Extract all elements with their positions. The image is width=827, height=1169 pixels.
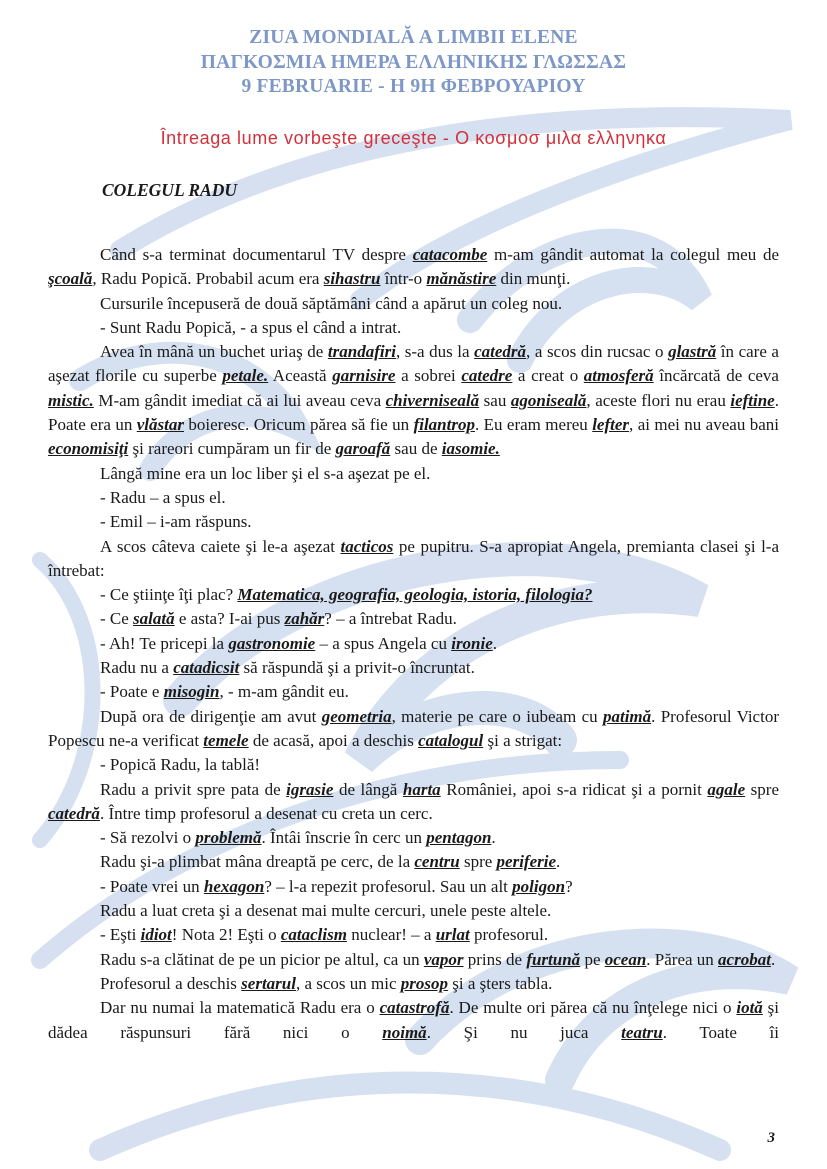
vocabulary-keyword: vapor [423,949,464,969]
paragraph-text: , s-a dus la [395,342,475,362]
story-paragraph [48,535,779,584]
paragraph-text: - Ah! Te pricepi la [100,633,229,653]
paragraph-text: . Eu eram mereu [474,415,593,435]
paragraph-text: spre [745,779,780,799]
vocabulary-keyword: şcoală [48,269,93,289]
paragraph-text: . Profesorul Victor Popescu ne-a verificat [48,706,779,750]
paragraph-text: - Eşti [100,925,141,945]
paragraph-text: Avea în mână un buchet uriaş de [100,342,328,362]
paragraph-text: , - m-am gândit eu. [219,682,349,702]
paragraph-text: Radu nu a [100,658,174,678]
paragraph-text: . [556,852,561,872]
vocabulary-keyword: filantrop [413,415,475,435]
vocabulary-keyword: igrasie [286,779,334,799]
paragraph-text: nuclear! – a [346,925,436,945]
vocabulary-keyword: garnisire [332,366,396,386]
vocabulary-keyword: sihastru [323,269,381,289]
header [0,26,827,100]
paragraph-text: Profesorul a deschis [100,973,242,993]
paragraph-text: . Poate era un [48,390,779,435]
paragraph-text: de acasă, apoi a deschis [248,730,419,750]
story-paragraph [48,607,779,631]
story-paragraph [48,972,779,996]
paragraph-text: profesorul. [469,925,549,945]
story-paragraph [48,680,779,704]
vocabulary-keyword: iotă [736,998,763,1018]
vocabulary-keyword: idiot [140,925,172,945]
vocabulary-keyword: periferie [496,852,557,872]
story-paragraph [48,923,779,947]
paragraph-text: şi rareori cumpăram un fir de [128,439,336,459]
paragraph-text: într-o [380,269,427,289]
header-title-romanian: ZIUA MONDIALĂ A LIMBII ELENE [249,27,578,48]
paragraph-text: - Radu – a spus el. [100,487,226,507]
paragraph-text: din munţi. [496,269,571,289]
vocabulary-keyword: ironie [451,633,493,653]
header-date: 9 FEBRUARIE - Η 9Η ΦΕΒΡΟΥΑΡΙΟΥ [241,76,586,97]
paragraph-text: Când s-a terminat documentarul TV despre [100,245,413,264]
vocabulary-keyword: mistic. [48,390,94,410]
vocabulary-keyword: poligon [512,876,566,896]
story-paragraph [48,948,779,972]
vocabulary-keyword: agoniseală [510,390,587,410]
vocabulary-keyword: furtună [526,949,581,969]
story-paragraph [48,462,779,486]
paragraph-text: , ai mei nu aveau bani [629,415,779,435]
vocabulary-keyword: trandafiri [327,342,396,362]
header-title-greek: ΠΑΓΚΟΣΜΙΑ ΗΜΕΡΑ ΕΛΛΗΝΙΚΗΣ ΓΛΩΣΣΑΣ [200,51,627,73]
paragraph-text: După ora de dirigenţie am avut [100,706,322,726]
vocabulary-keyword: acrobat [718,949,771,969]
vocabulary-keyword: catalogul [418,730,484,750]
paragraph-text: Radu s-a clătinat de pe un picior pe altul, ca un [100,949,424,969]
vocabulary-keyword: chiverniseală [385,390,480,410]
story-paragraph [48,875,779,899]
paragraph-text: - Ce ştiinţe îţi plac? [100,585,238,605]
story-paragraph [48,996,779,1045]
paragraph-text: , a scos din rucsac o [526,342,669,362]
story-paragraph [48,778,779,827]
vocabulary-keyword: harta [402,779,441,799]
paragraph-text: - Poate e [100,682,164,702]
vocabulary-keyword: garoafă [335,439,391,459]
paragraph-text: ! Nota 2! Eşti o [171,925,281,945]
vocabulary-keyword: teatru [621,1022,663,1042]
page-number: 3 [767,1130,775,1146]
paragraph-text: pe pupitru. S-a apropiat Angela, premianta clasei şi l-a întrebat: [48,536,779,580]
vocabulary-keyword: urlat [435,925,470,945]
paragraph-text: - Popică Radu, la tablă! [100,755,261,775]
paragraph-text: sau de [390,439,442,459]
paragraph-text: ? – l-a repezit profesorul. Sau un alt [264,876,513,896]
vocabulary-keyword: prosop [400,973,449,993]
story-paragraph [48,632,779,656]
paragraph-text: – a spus Angela cu [315,633,452,653]
vocabulary-keyword: lefter [592,415,630,435]
paragraph-text: Radu a luat creta şi a desenat mai multe cercuri, unele peste altele. [100,901,552,921]
paragraph-text: . Părea un [646,949,719,969]
vocabulary-keyword: iasomie. [441,439,500,459]
paragraph-text: , materie pe care o iubeam cu [391,706,603,726]
paragraph-text: - Să rezolvi o [100,828,196,848]
vocabulary-keyword: tacticos [340,536,394,556]
paragraph-text: boieresc. Oricum părea să fie un [183,415,414,435]
paragraph-text: şi a şters tabla. [448,973,553,993]
vocabulary-keyword: ieftine [730,390,775,410]
paragraph-text: , a scos un mic [295,973,401,993]
vocabulary-keyword: centru [414,852,460,872]
vocabulary-keyword: atmosferă [583,366,654,386]
paragraph-text: României, apoi s-a ridicat şi a pornit [440,779,708,799]
vocabulary-keyword: catastrofă [379,998,450,1018]
vocabulary-keyword: noimă [382,1022,427,1042]
vocabulary-keyword: pentagon [426,828,492,848]
vocabulary-keyword: misogin [163,682,220,702]
paragraph-text: e asta? I-ai pus [174,609,285,629]
story-paragraph [48,583,779,607]
paragraph-text: M-am gândit imediat că ai lui aveau ceva [93,390,386,410]
paragraph-text: Lângă mine era un loc liber şi el s-a aşezat pe el. [100,463,431,483]
paragraph-text: Radu a privit spre pata de [100,779,287,799]
paragraph-text: pe [580,949,605,969]
vocabulary-keyword: sertarul [241,973,296,993]
paragraph-text: şi dădea răspunsuri fără nici o [48,998,780,1042]
paragraph-text: . Între timp profesorul a desenat cu creta un cerc. [99,803,433,823]
story-paragraph [48,292,779,316]
vocabulary-keyword: salată [133,609,175,629]
vocabulary-keyword: zahăr [284,609,325,629]
story-paragraph [48,243,779,292]
paragraph-text: . [770,949,776,969]
vocabulary-keyword: problemă [195,828,262,848]
paragraph-text: încărcată de ceva [653,366,779,386]
paragraph-text: . De multe ori părea că nu înţelege nici o [449,998,737,1018]
paragraph-text: . Întâi înscrie în cerc un [261,828,427,848]
story-paragraph [48,826,779,850]
paragraph-text: de lângă [333,779,403,799]
wave-bottom [100,1083,720,1151]
story-paragraph [48,899,779,923]
story-title: COLEGUL RADU [102,180,237,200]
paragraph-text: Dar nu numai la matematică Radu era o [100,998,380,1018]
story-paragraph [48,486,779,510]
vocabulary-keyword: ocean [604,949,647,969]
vocabulary-keyword: glastră [668,342,717,362]
paragraph-text: - Sunt Radu Popică, - a spus el când a intrat. [100,317,402,337]
story-paragraph [48,850,779,874]
vocabulary-keyword: hexagon [203,876,265,896]
vocabulary-keyword: catacombe [412,245,488,264]
vocabulary-keyword: gastronomie [228,633,316,653]
paragraph-text: m-am gândit automat la colegul meu de [487,245,779,264]
paragraph-text: spre [459,852,497,872]
story-body [48,243,779,1045]
paragraph-text: - Poate vrei un [100,876,204,896]
story-paragraph [48,340,779,461]
vocabulary-keyword: Matematica, geografia, geologia, istoria, filologia? [237,585,593,605]
header-motto: Întreaga lume vorbeşte greceşte - Ο κοσμοσ μιλα ελληνηκα [160,128,667,148]
paragraph-text: ? – a întrebat Radu. [324,609,457,629]
vocabulary-keyword: economisiţi [48,439,129,459]
story-paragraph [48,656,779,680]
paragraph-text: Cursurile începuseră de două săptămâni când a apărut un coleg nou. [100,293,563,313]
story-paragraph [48,753,779,777]
paragraph-text: . Toate îi [662,1022,779,1042]
vocabulary-keyword: temele [203,730,249,750]
paragraph-text: a sobrei [395,366,462,386]
story-paragraph [48,316,779,340]
vocabulary-keyword: patimă [602,706,652,726]
paragraph-text: - Emil – i-am răspuns. [100,512,252,532]
paragraph-text: în care a aşezat florile cu superbe [48,342,779,386]
vocabulary-keyword: vlăstar [136,415,184,435]
paragraph-text: prins de [463,949,527,969]
paragraph-text: să răspundă şi a privit-o încruntat. [239,658,475,678]
story-paragraph [48,510,779,534]
paragraph-text: - Ce [100,609,134,629]
vocabulary-keyword: catedre [461,366,513,386]
paragraph-text: . [491,828,496,848]
paragraph-text: Această [268,366,333,386]
vocabulary-keyword: catedră [474,342,527,362]
paragraph-text: A scos câteva caiete şi le-a aşezat [100,536,341,556]
paragraph-text: şi a strigat: [483,730,563,750]
vocabulary-keyword: petale. [222,366,269,386]
vocabulary-keyword: geometria [321,706,392,726]
story-paragraph [48,705,779,754]
vocabulary-keyword: cataclism [280,925,347,945]
paragraph-text: , Radu Popică. Probabil acum era [92,269,324,289]
paragraph-text: , aceste flori nu erau [586,390,731,410]
vocabulary-keyword: agale [707,779,746,799]
paragraph-text: . [492,633,498,653]
paragraph-text: ? [565,876,573,896]
paragraph-text: a creat o [512,366,584,386]
vocabulary-keyword: catedră [48,803,100,823]
vocabulary-keyword: mănăstire [426,269,497,289]
paragraph-text: . Şi nu juca [426,1022,622,1042]
vocabulary-keyword: catadicsit [173,658,240,678]
paragraph-text: Radu şi-a plimbat mâna dreaptă pe cerc, de la [100,852,415,872]
paragraph-text: sau [479,390,511,410]
